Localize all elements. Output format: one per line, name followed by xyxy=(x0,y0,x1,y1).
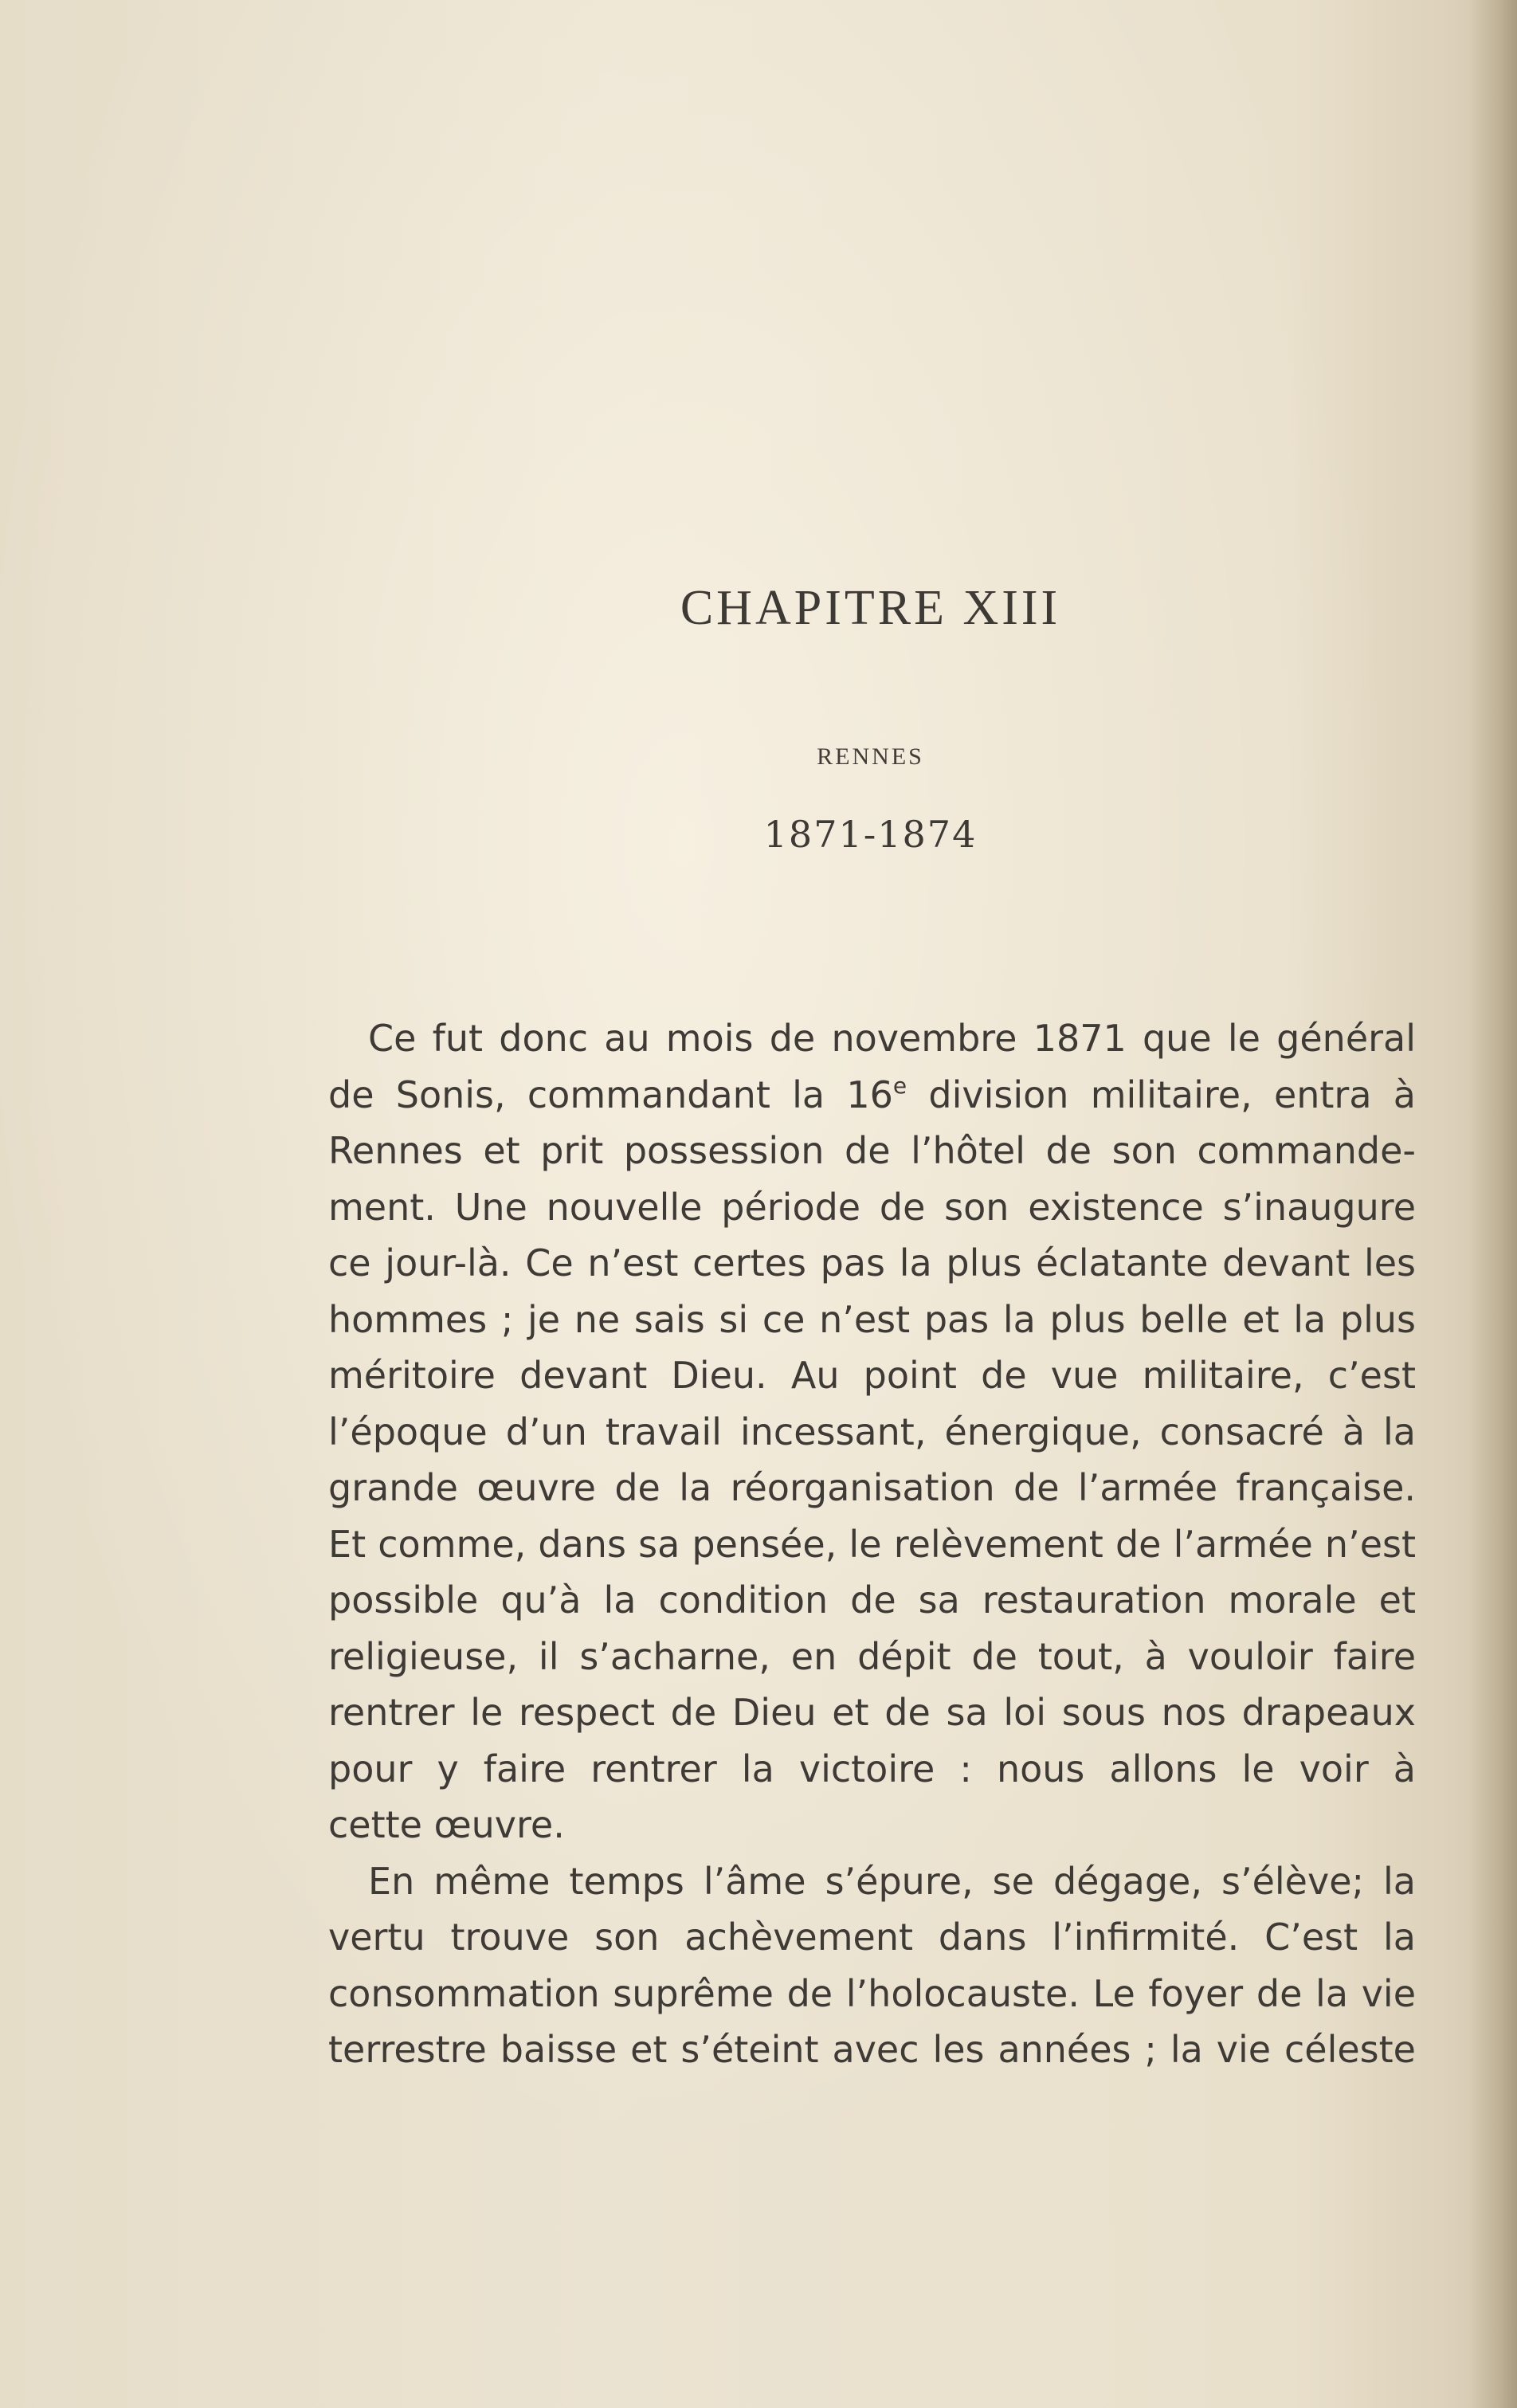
text-line: cette œuvre. xyxy=(328,1803,565,1846)
text-line: grande œuvre de la réorganisation de l’armée française. xyxy=(328,1466,1416,1509)
text-line: ment. Une nouvelle période de son existence s’inaugure xyxy=(328,1185,1416,1229)
text-line: rentrer le respect de Dieu et de sa loi sous nos drapeaux xyxy=(328,1691,1416,1734)
text-line: religieuse, il s’acharne, en dépit de tout, à vouloir faire xyxy=(328,1634,1416,1678)
text-line: possible qu’à la condition de sa restauration morale et xyxy=(328,1579,1416,1622)
text-line: En même temps l’âme s’épure, se dégage, s’élève; la xyxy=(368,1859,1416,1903)
chapter-years: 1871-1874 xyxy=(763,813,978,856)
page-edge-shadow xyxy=(1469,0,1517,2408)
text-line: l’époque d’un travail incessant, énergique, consacré à la xyxy=(328,1410,1416,1453)
text-line: vertu trouve son achèvement dans l’infirmité. C’est la xyxy=(328,1916,1416,1959)
text-line-part: division militaire, entra à xyxy=(907,1073,1416,1116)
chapter-place: RENNES xyxy=(817,743,924,770)
text-line: pour y faire rentrer la victoire : nous allons le voir à xyxy=(328,1747,1416,1790)
text-line-part: de Sonis, commandant la 16 xyxy=(328,1073,893,1116)
text-line: consommation suprême de l’holocauste. Le foyer de la vie xyxy=(328,1971,1416,2015)
text-line: méritoire devant Dieu. Au point de vue militaire, c’est xyxy=(328,1354,1416,1397)
text-line: Et comme, dans sa pensée, le relèvement de l’armée n’est xyxy=(328,1522,1416,1566)
text-line: Rennes et prit possession de l’hôtel de son commande- xyxy=(328,1129,1416,1172)
chapter-title: CHAPITRE XIII xyxy=(680,581,1061,635)
text-line: Ce fut donc au mois de novembre 1871 que le général xyxy=(368,1017,1416,1060)
text-line: terrestre baisse et s’éteint avec les années ; la vie céleste xyxy=(328,2028,1416,2071)
body-text xyxy=(328,1010,1416,2078)
text-line xyxy=(328,1067,1416,1124)
ordinal-suffix: e xyxy=(892,1072,907,1099)
text-line: ce jour-là. Ce n’est certes pas la plus éclatante devant les xyxy=(328,1241,1416,1284)
text-line: hommes ; je ne sais si ce n’est pas la plus belle et la plus xyxy=(328,1297,1416,1341)
